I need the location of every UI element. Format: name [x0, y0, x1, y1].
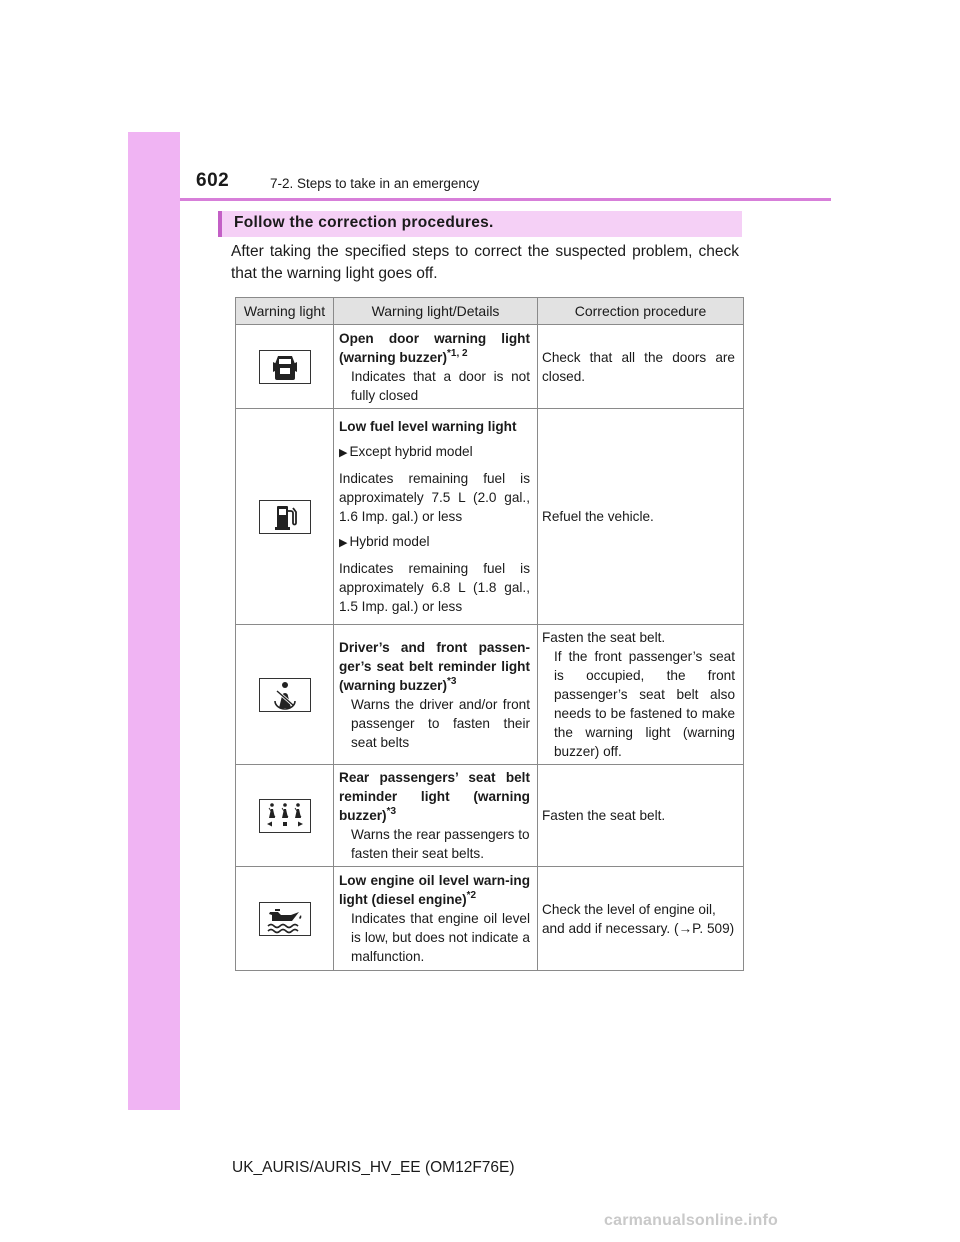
procedure-cell: Refuel the vehicle.	[538, 409, 744, 625]
warning-description: Warns the rear passengers to fasten their seat belts.	[351, 827, 530, 861]
procedure-cell: Fasten the seat belt.	[538, 765, 744, 867]
column-header-procedure: Correction procedure	[538, 298, 744, 325]
warning-name: Rear passengers’ seat belt reminder light (warning buzzer)	[339, 770, 530, 823]
footnote-ref: *3	[386, 806, 397, 817]
warning-description: Indicates that engine oil level is low, but does not indicate a malfunction.	[351, 911, 530, 964]
intro-paragraph: After taking the specified steps to correct the suspected problem, check that the warning light goes off.	[231, 243, 739, 282]
table-row	[236, 409, 744, 625]
watermark: carmanualsonline.info	[604, 1212, 779, 1229]
footer-model-code: UK_AURIS/AURIS_HV_EE (OM12F76E)	[232, 1159, 515, 1176]
warning-name: Low engine oil level warn-ing light (diesel engine)	[339, 873, 530, 907]
model-description: Indicates remaining fuel is approximately 7.5 L (2.0 gal., 1.6 Imp. gal.) or less	[339, 471, 530, 524]
fuel-pump-icon	[259, 500, 311, 534]
procedure-cell	[538, 625, 744, 765]
warning-light-table	[235, 297, 744, 971]
details-cell	[334, 409, 538, 625]
section-heading-bar	[218, 211, 742, 237]
footnote-ref: *3	[447, 675, 457, 687]
model-label: ▶ Except hybrid model	[339, 444, 473, 459]
side-tab	[128, 132, 180, 1110]
table-row	[236, 765, 744, 867]
warning-light-cell	[236, 325, 334, 409]
chapter-title: 7-2. Steps to take in an emergency	[270, 176, 480, 191]
column-header-warning-light: Warning light	[236, 298, 334, 325]
details-cell	[334, 625, 538, 765]
section-title: Follow the correction procedures.	[234, 214, 494, 231]
table-header-row	[236, 298, 744, 325]
table-row	[236, 325, 744, 409]
warning-name: Open door warning light (warning buzzer)	[339, 330, 530, 365]
details-cell	[334, 765, 538, 867]
header-rule	[180, 198, 831, 201]
model-description: Indicates remaining fuel is approximately 6.8 L (1.8 gal., 1.5 Imp. gal.) or less	[339, 561, 530, 614]
oil-can-icon	[259, 902, 311, 936]
open-door-icon	[259, 350, 311, 384]
table-row	[236, 625, 744, 765]
details-cell	[334, 325, 538, 409]
warning-light-cell	[236, 867, 334, 971]
rear-seat-belt-icon	[259, 799, 311, 833]
page-number: 602	[196, 170, 230, 191]
procedure-cell: Check that all the doors are closed.	[538, 325, 744, 409]
warning-name: Low fuel level warning light	[339, 419, 517, 434]
warning-description: Warns the driver and/or front passenger to fasten their seat belts	[351, 696, 530, 750]
details-cell	[334, 867, 538, 971]
column-header-details: Warning light/Details	[334, 298, 538, 325]
warning-light-cell	[236, 765, 334, 867]
table-row	[236, 867, 744, 971]
triangle-bullet-icon: ▶	[339, 447, 348, 459]
warning-light-cell	[236, 625, 334, 765]
procedure-cell: Check the level of engine oil, and add if necessary. (→P. 509)	[538, 867, 744, 971]
footnote-ref: *1, 2	[447, 347, 468, 359]
procedure-text: Fasten the seat belt.	[542, 630, 666, 645]
model-label: ▶ Hybrid model	[339, 534, 430, 549]
seat-belt-icon	[259, 678, 311, 712]
procedure-note: If the front passenger’s seat is occupied, the front passenger’s seat belt also needs to be fastened to make the warning light (warning buzzer) off.	[554, 649, 735, 759]
warning-description: Indicates that a door is not fully closed	[351, 368, 530, 403]
warning-light-cell	[236, 409, 334, 625]
triangle-bullet-icon: ▶	[339, 537, 348, 549]
warning-name: Driver’s and front passen-ger’s seat belt reminder light (warning buzzer)	[339, 639, 530, 693]
footnote-ref: *2	[466, 890, 477, 901]
